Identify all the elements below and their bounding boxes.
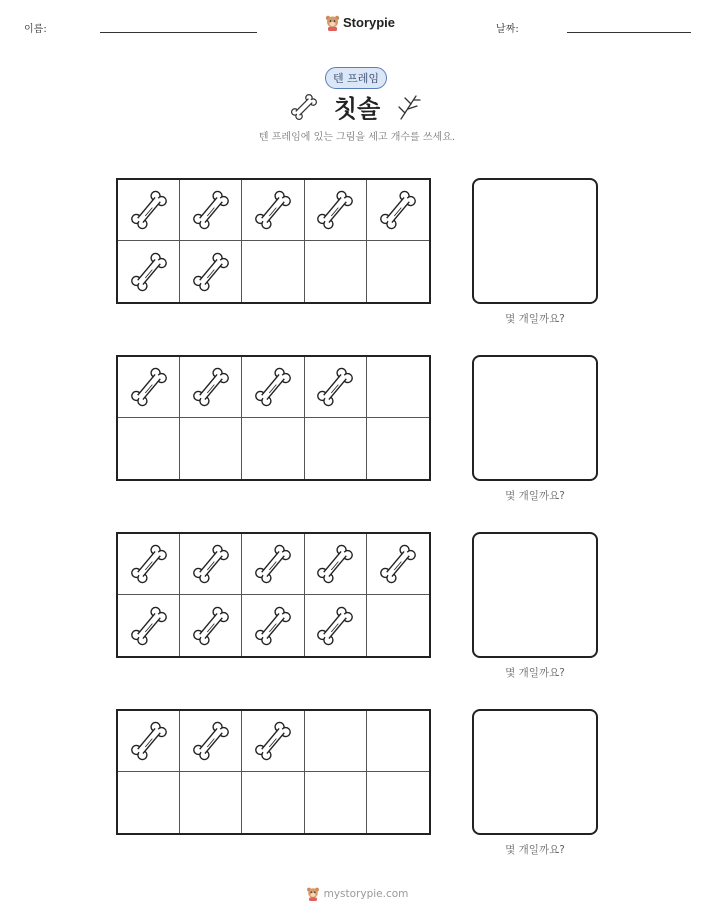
date-line[interactable] — [567, 32, 691, 33]
bone-icon — [127, 365, 171, 409]
answer-box[interactable] — [472, 355, 598, 481]
count-question: 몇 개일까요? — [505, 490, 565, 502]
ten-frame-cell — [305, 418, 367, 479]
topic-badge: 텐 프레임 — [325, 67, 387, 89]
ten-frame-cell — [242, 595, 304, 656]
ten-frame-cell — [180, 418, 242, 479]
bone-icon — [313, 542, 357, 586]
bone-icon — [251, 542, 295, 586]
ten-frame-cell — [367, 418, 429, 479]
bone-icon — [189, 542, 233, 586]
bone-icon — [313, 188, 357, 232]
bone-icon — [189, 604, 233, 648]
ten-frame-cell — [118, 418, 180, 479]
ten-frame-cell — [367, 241, 429, 302]
count-question: 몇 개일까요? — [505, 844, 565, 856]
ten-frame-cell — [305, 772, 367, 833]
bone-icon — [127, 604, 171, 648]
ten-frame-cell — [305, 357, 367, 418]
ten-frame-cell — [305, 180, 367, 241]
ten-frame-cell — [118, 772, 180, 833]
ten-frame-cell — [305, 711, 367, 772]
count-question: 몇 개일까요? — [505, 313, 565, 325]
bone-icon — [251, 188, 295, 232]
date-label: 날짜: — [496, 24, 519, 35]
ten-frame-cell — [180, 711, 242, 772]
ten-frame-cell — [367, 357, 429, 418]
bone-icon — [127, 250, 171, 294]
ten-frame-cell — [180, 595, 242, 656]
ten-frame-cell — [180, 357, 242, 418]
ten-frame-cell — [305, 595, 367, 656]
bone-icon — [127, 719, 171, 763]
instructions: 텐 프레임에 있는 그림을 세고 개수를 쓰세요. — [258, 132, 456, 143]
ten-frame-cell — [118, 241, 180, 302]
ten-frame-cell — [367, 534, 429, 595]
name-line[interactable] — [100, 32, 257, 33]
ten-frame-cell — [367, 772, 429, 833]
bone-icon — [376, 542, 420, 586]
ten-frame-cell — [242, 418, 304, 479]
ten-frame-cell — [242, 357, 304, 418]
ten-frame — [116, 709, 431, 835]
brand-name: Storypie — [343, 15, 396, 30]
footer — [0, 886, 714, 901]
ten-frame-cell — [118, 595, 180, 656]
ten-frame-cell — [118, 711, 180, 772]
answer-box[interactable] — [472, 709, 598, 835]
bear-mascot-icon — [325, 14, 340, 31]
worksheet-header — [0, 14, 714, 38]
bone-icon — [189, 365, 233, 409]
storypie-logo — [325, 14, 395, 31]
ten-frame-cell — [180, 241, 242, 302]
bone-icon — [189, 250, 233, 294]
bear-mascot-icon — [306, 886, 320, 901]
ten-frame-cell — [305, 534, 367, 595]
ten-frame-cell — [367, 595, 429, 656]
ten-frame-cell — [305, 241, 367, 302]
ten-frame-cell — [242, 180, 304, 241]
bone-icon — [251, 719, 295, 763]
ten-frame — [116, 178, 431, 304]
ten-frame-cell — [242, 772, 304, 833]
answer-box[interactable] — [472, 532, 598, 658]
bone-icon — [127, 542, 171, 586]
ten-frame — [116, 532, 431, 658]
ten-frame-cell — [118, 534, 180, 595]
ten-frame-cell — [118, 180, 180, 241]
bone-icon — [376, 188, 420, 232]
ten-frame-cell — [180, 534, 242, 595]
bone-icon — [251, 604, 295, 648]
bone-icon — [313, 604, 357, 648]
ten-frame — [116, 355, 431, 481]
answer-box[interactable] — [472, 178, 598, 304]
bone-icon — [251, 365, 295, 409]
ten-frame-cell — [180, 180, 242, 241]
twig-decoration-icon — [396, 92, 422, 122]
count-question: 몇 개일까요? — [505, 667, 565, 679]
ten-frame-cell — [118, 357, 180, 418]
ten-frame-cell — [242, 711, 304, 772]
worksheet-title: 칫솔 — [333, 95, 381, 123]
ten-frame-cell — [367, 711, 429, 772]
ten-frame-cell — [367, 180, 429, 241]
ten-frame-cell — [242, 534, 304, 595]
ten-frame-cell — [242, 241, 304, 302]
bone-icon — [189, 188, 233, 232]
footer-url[interactable]: mystorypie.com — [323, 887, 409, 900]
name-label: 이름: — [24, 24, 47, 35]
bone-icon — [127, 188, 171, 232]
bone-icon — [313, 365, 357, 409]
bone-icon — [189, 719, 233, 763]
ten-frame-cell — [180, 772, 242, 833]
